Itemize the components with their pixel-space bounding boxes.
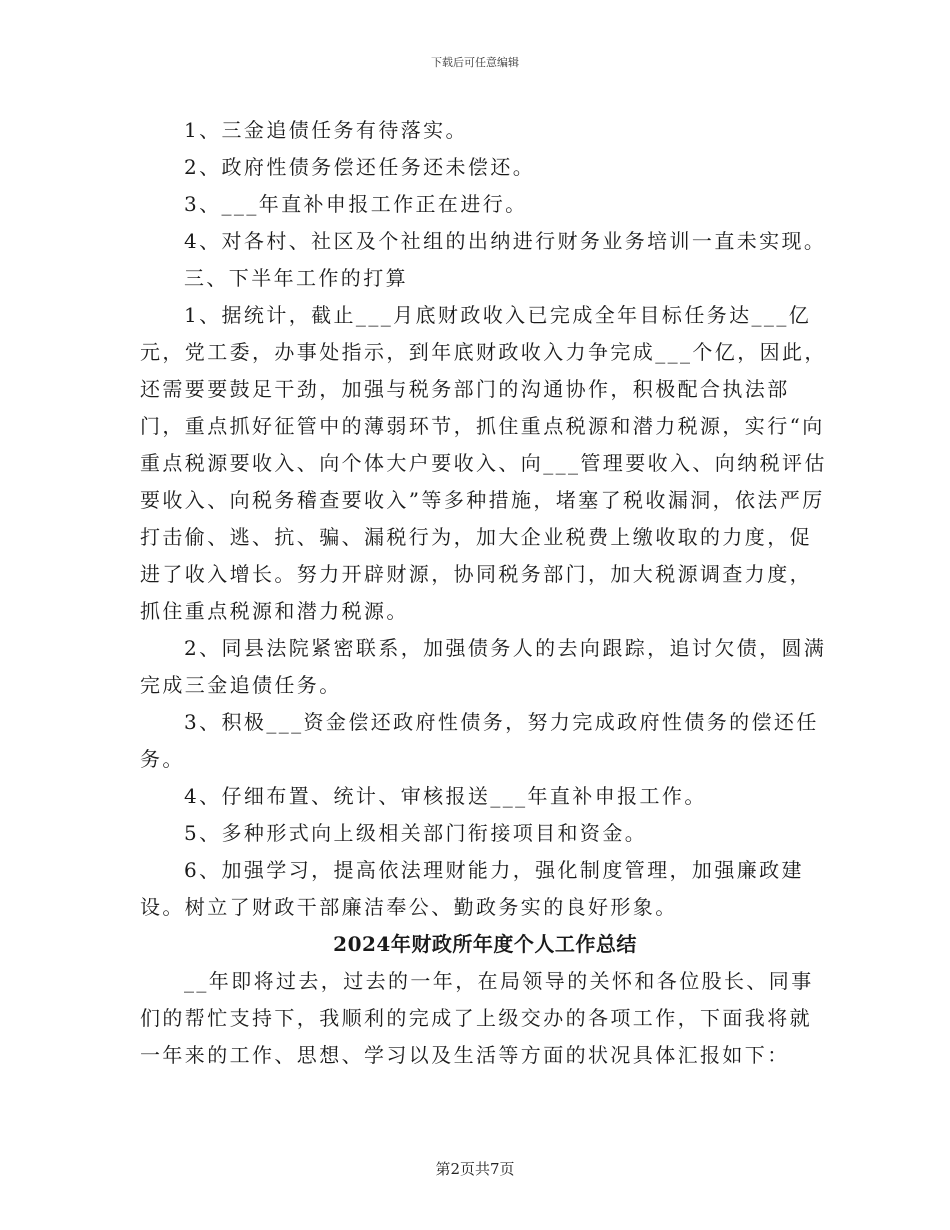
paragraph-issue-2: 2、政府性债务偿还任务还未偿还。 xyxy=(184,155,536,179)
paragraph-intro: __年即将过去，过去的一年，在局领导的关怀和各位股长、同事们的帮忙支持下，我顺利的完成了上级交办的各项工作，下面我将就一年来的工作、思想、学习以及生活等方面的状况具体汇报如下： xyxy=(140,969,814,1067)
paragraph-plan-1: 1、据统计，截止___月底财政收入已完成全年目标任务达___亿元，党工委，办事处指示，到年底财政收入力争完成___个亿，因此，还需要要鼓足干劲，加强与税务部门的沟通协作，积极配合执法部门，重点抓好征管中的薄弱环节，抓住重点税源和潜力税源，实行“向重点税源要收入、向个体大户要收入、向___管理要收入、向纳税评估要收入、向税务稽查要收入”等多种措施，堵塞了税收漏洞，依法严厉打击偷、逃、抗、骗、漏税行为，加大企业税费上缴收取的力度，促进了收入增长。努力开辟财源，协同税务部门，加大税源调查力度，抓住重点税源和潜力税源。 xyxy=(140,303,827,623)
section-heading-plans: 三、下半年工作的打算 xyxy=(184,266,408,290)
document-title: 2024年财政所年度个人工作总结 xyxy=(333,932,637,956)
paragraph-issue-4: 4、对各村、社区及个社组的出纳进行财务业务培训一直未实现。 xyxy=(184,229,827,253)
header-note: 下载后可任意编辑 xyxy=(431,56,519,69)
paragraph-issue-3: 3、___年直补申报工作正在进行。 xyxy=(184,192,528,216)
paragraph-plan-2: 2、同县法院紧密联系，加强债务人的去向跟踪，追讨欠债，圆满完成三金追债任务。 xyxy=(140,636,827,697)
paragraph-plan-3: 3、积极___资金偿还政府性债务，努力完成政府性债务的偿还任务。 xyxy=(140,710,819,771)
paragraph-plan-4: 4、仔细布置、统计、审核报送___年直补申报工作。 xyxy=(184,784,707,808)
document-body xyxy=(140,112,830,1074)
page-number: 第2页共7页 xyxy=(435,1160,515,1178)
paragraph-plan-6: 6、加强学习，提高依法理财能力，强化制度管理，加强廉政建设。树立了财政干部廉洁奉公、勤政务实的良好形象。 xyxy=(140,858,804,919)
paragraph-issue-1: 1、三金追债任务有待落实。 xyxy=(184,118,468,142)
paragraph-plan-5: 5、多种形式向上级相关部门衔接项目和资金。 xyxy=(184,821,648,845)
